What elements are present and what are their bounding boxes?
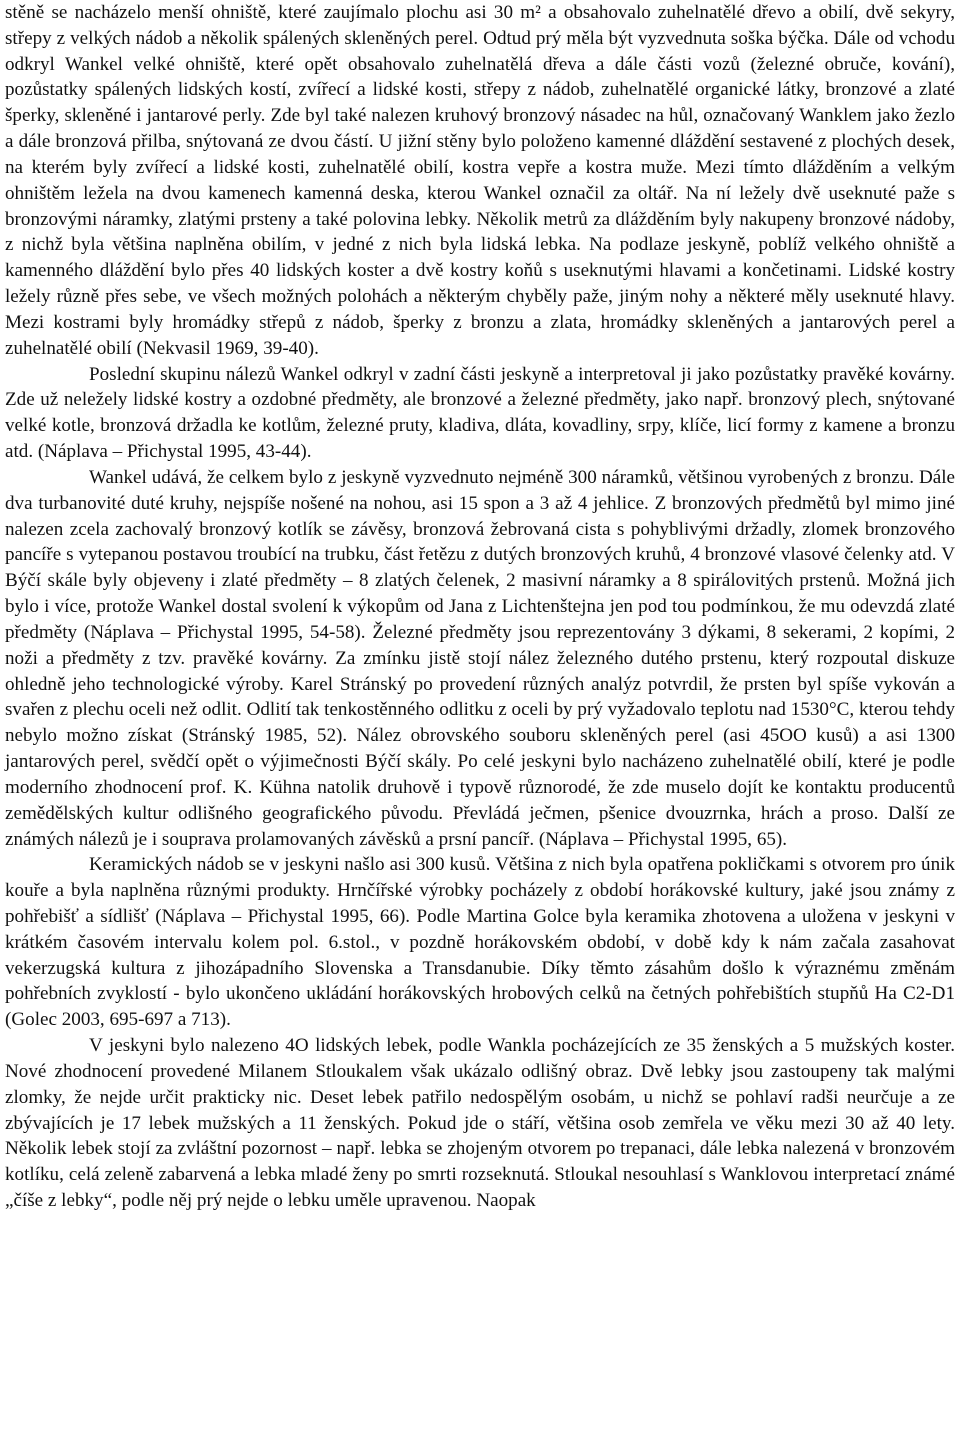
document-page	[5, 0, 955, 1214]
paragraph-3: Wankel udává, že celkem bylo z jeskyně vyzvednuto nejméně 300 náramků, většinou vyrobených z bronzu. Dále dva turbanovité duté kruhy, nejspíše nošené na nohou, asi 15 spon a 3 až 4 jehlice. Z bronzových předmětů byl mimo jiné nalezen zcela zachovalý bronzový kotlík se závěsy, bronzová žebrovaná cista s pohyblivými držadly, zlomek bronzového pancíře s vytepanou postavou troubící na trubku, část řetězu z dutých bronzových kruhů, 4 bronzové vlasové čelenky atd. V Býčí skále byly objeveny i zlaté předměty – 8 zlatých čelenek, 2 masivní náramky a 8 spirálovitých prstenů. Možná jich bylo i více, protože Wankel dostal svolení k výkopům od Jana z Lichtenštejna jen pod tou podmínkou, že mu odevzdá zlaté předměty (Náplava – Přichystal 1995, 54-58). Železné předměty jsou reprezentovány 3 dýkami, 8 sekerami, 2 kopími, 2 noži a předměty z tzv. pravěké kovárny. Za zmínku jistě stojí nález železného dutého prstenu, který rozpoutal diskuze ohledně jeho technologické výroby. Karel Stránský po provedení různých analýz potvrdil, že prsten byl spíše vykován a svařen z plechu oceli než odlit. Odlití tak tenkostěnného odlitku z oceli by prý vyžadovalo teplotu nad 1530°C, kterou tehdy nebylo možno získat (Stránský 1985, 52). Nález obrovského souboru skleněných perel (asi 45OO kusů) a asi 1300 jantarových perel, svědčí opět o výjimečnosti Býčí skály. Po celé jeskyni bylo nacházeno zuhelnatělé obilí, které je podle moderního zhodnocení prof. K. Kühna natolik druhově i typově různorodé, že zde muselo dojít ke kontaktu producentů zemědělských kultur odlišného geografického původu. Převládá ječmen, pšenice dvouzrnka, hrách a proso. Další ze známých nálezů je i souprava prolamovaných závěsků a prsní pancíř. (Náplava – Přichystal 1995, 65).	[5, 466, 955, 850]
paragraph-5: V jeskyni bylo nalezeno 4O lidských lebek, podle Wankla pocházejících ze 35 ženských a 5 mužských koster. Nové zhodnocení provedené Milanem Stloukalem však ukázalo odlišný obraz. Dvě lebky jsou zastoupeny tak malými zlomky, že nejde určit prakticky nic. Deset lebek patřilo nedospělým osobám, u nichž se pohlaví radši neurčuje a ze zbývajících je 17 lebek mužských a 11 ženských. Pokud jde o stáří, většina osob zemřela ve věku mezi 30 až 40 lety. Několik lebek stojí za zvláštní pozornost – např. lebka se zhojeným otvorem po trepanaci, dále lebka nalezená v bronzovém kotlíku, celá zeleně zabarvená a lebka mladé ženy po smrti rozseknutá. Stloukal nesouhlasí s Wanklovou interpretací známé „číše z lebky“, podle něj prý nejde o lebku uměle upravenou. Naopak	[5, 1035, 955, 1212]
paragraph-4: Keramických nádob se v jeskyni našlo asi 300 kusů. Většina z nich byla opatřena pokličkami s otvorem pro únik kouře a byla naplněna různými produkty. Hrnčířské výrobky pocházely z období horákovské kultury, jaké jsou známy z pohřebišť a sídlišť (Náplava – Přichystal 1995, 66). Podle Martina Golce byla keramika zhotovena a uložena v jeskyni v krátkém časovém intervalu kolem pol. 6.stol., v pozdně horákovském období, v době kdy k nám začala zasahovat vekerzugská kultura z jihozápadního Slovenska a Transdanubie. Díky těmto zásahům došlo k výraznému změnám pohřebních zvyklostí - bylo ukončeno ukládání horákovských hrobových celků na četných pohřebištích stupňů Ha C2-D1 (Golec 2003, 695-697 a 713).	[5, 854, 955, 1031]
paragraph-1: stěně se nacházelo menší ohniště, které zaujímalo plochu asi 30 m² a obsahovalo zuhelnatělé dřevo a obilí, dvě sekyry, střepy z velkých nádob a několik spálených skleněných perel. Odtud prý měla být vyzvednuta soška býčka. Dále od vchodu odkryl Wankel velké ohniště, které opět obsahovalo zuhelnatělá dřeva a dále části vozů (železné obruče, kování), pozůstatky spálených lidských kostí, zvířecí a lidské kosti, střepy z nádob, zuhelnatělé organické látky, bronzové a zlaté šperky, skleněné i jantarové perly. Zde byl také nalezen kruhový bronzový násadec na hůl, označovaný Wanklem jako žezlo a dále bronzová přilba, snýtovaná ze dvou částí. U jižní stěny bylo položeno kamenné dláždění sestavené z plochých desek, na kterém byly zvířecí a lidské kosti, zuhelnatělé obilí, kostra vepře a kostra muže. Mezi tímto dlážděním a velkým ohništěm ležela na dvou kamenech kamenná deska, kterou Wankel označil za oltář. Na ní ležely dvě useknuté paže s bronzovými náramky, zlatými prsteny a také polovina lebky. Několik metrů za dlážděním byly nakupeny bronzové nádoby, z nichž byla většina naplněna obilím, v jedné z nich byla lidská lebka. Na podlaze jeskyně, poblíž velkého ohniště a kamenného dláždění bylo přes 40 lidských koster a dvě kostry koňů s useknutými hlavami a končetinami. Lidské kostry ležely různě přes sebe, ve všech možných polohách a některým chyběly paže, jiným nohy a některé měly useknuté hlavy. Mezi kostrami byly hromádky střepů z nádob, šperky z bronzu a zlata, hromádky skleněných a jantarových perel a zuhelnatělé obilí (Nekvasil 1969, 39-40).	[5, 2, 955, 359]
paragraph-2: Poslední skupinu nálezů Wankel odkryl v zadní části jeskyně a interpretoval ji jako pozůstatky pravěké kovárny. Zde už neležely lidské kostry a ozdobné předměty, ale bronzové a železné předměty, jako např. bronzový plech, snýtované velké kotle, bronzová držadla ke kotlům, železné pruty, kladiva, dláta, kovadliny, srpy, klíče, licí formy z kamene a bronzu atd. (Náplava – Přichystal 1995, 43-44).	[5, 363, 955, 463]
